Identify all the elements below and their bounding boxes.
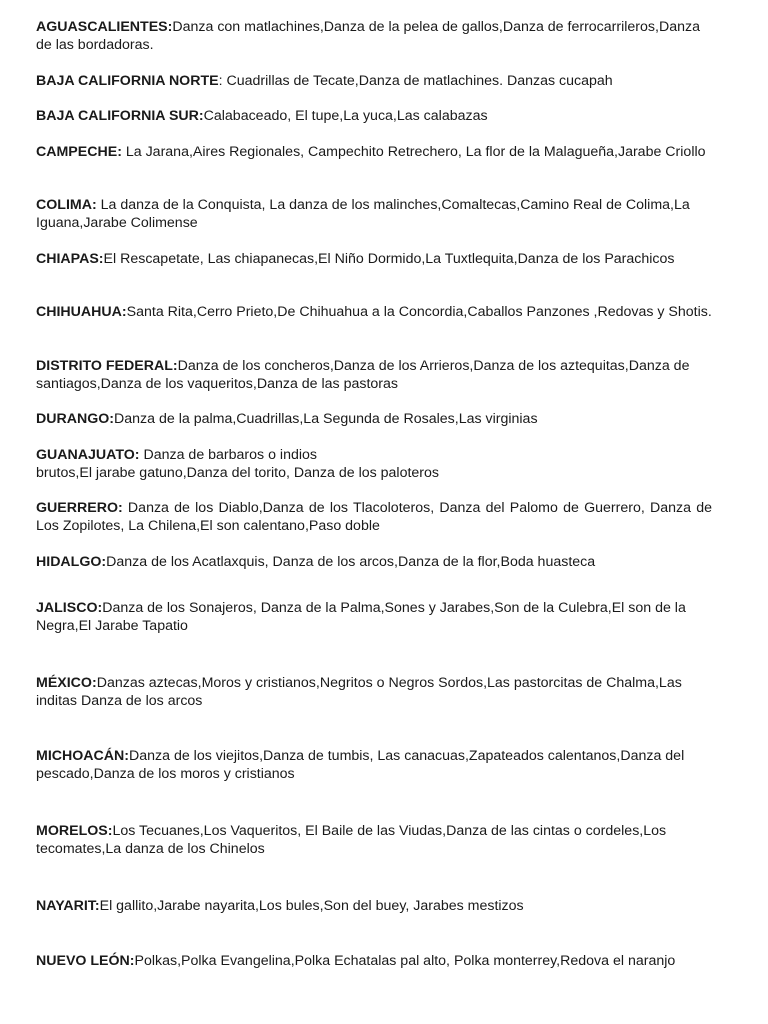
dance-list: Danza de los concheros,Danza de los Arrieros,Danza de los aztequitas,Danza de santiagos,Danza de los vaqueritos,Danza de las pastoras (36, 358, 690, 392)
state-entry-chihuahua (36, 303, 712, 321)
dance-list: Santa Rita,Cerro Prieto,De Chihuahua a la Concordia,Caballos Panzones ,Redovas y Shotis. (126, 304, 712, 320)
dance-list: Calabaceado, El tupe,La yuca,Las calabazas (203, 108, 488, 124)
state-name: HIDALGO: (36, 554, 107, 570)
state-entry-mexico (36, 674, 712, 710)
state-name: COLIMA: (36, 197, 97, 213)
dance-list: Danza de los Acatlaxquis, Danza de los arcos,Danza de la flor,Boda huasteca (106, 554, 596, 570)
state-name: MORELOS: (36, 823, 113, 839)
state-name: GUERRERO: (36, 500, 123, 516)
dance-list: Danza de barbaros o indios (139, 447, 317, 463)
dance-list: Danza de los Sonajeros, Danza de la Palma,Sones y Jarabes,Son de la Culebra,El son de la Negra,El Jarabe Tapatio (36, 600, 686, 634)
state-entry-michoacan (36, 747, 712, 783)
state-name: NAYARIT: (36, 898, 100, 914)
dance-list: El gallito,Jarabe nayarita,Los bules,Son del buey, Jarabes mestizos (99, 898, 524, 914)
dance-list: Polkas,Polka Evangelina,Polka Echatalas pal alto, Polka monterrey,Redova el naranjo (134, 953, 676, 969)
state-entry-distrito-federal (36, 357, 712, 393)
dance-list: Danzas aztecas,Moros y cristianos,Negritos o Negros Sordos,Las pastorcitas de Chalma,Las inditas Danza de los arcos (36, 675, 682, 709)
state-name: MÉXICO: (36, 675, 97, 691)
state-entry-guerrero (36, 499, 712, 535)
state-entry-campeche (36, 143, 712, 161)
state-entry-jalisco (36, 599, 712, 635)
state-entry-hidalgo (36, 553, 712, 571)
dance-list: Danza de los viejitos,Danza de tumbis, Las canacuas,Zapateados calentanos,Danza del pescado,Danza de los moros y cristianos (36, 748, 685, 782)
state-entry-guanajuato (36, 446, 712, 482)
state-entry-nayarit (36, 897, 712, 915)
state-name: BAJA CALIFORNIA SUR: (36, 108, 204, 124)
state-name: CHIHUAHUA: (36, 304, 127, 320)
dance-list-continued: brutos,El jarabe gatuno,Danza del torito, Danza de los paloteros (36, 465, 440, 481)
state-entry-morelos (36, 822, 712, 858)
dance-list: La danza de la Conquista, La danza de los malinches,Comaltecas,Camino Real de Colima,La Iguana,Jarabe Colimense (36, 197, 690, 231)
dance-list: El Rescapetate, Las chiapanecas,El Niño Dormido,La Tuxtlequita,Danza de los Parachicos (103, 251, 675, 267)
state-name: BAJA CALIFORNIA NORTE (36, 73, 219, 89)
dance-list: Danza con matlachines,Danza de la pelea de gallos,Danza de ferrocarrileros,Danza de las bordadoras. (36, 19, 700, 53)
dance-list: Danza de los Diablo,Danza de los Tlacoloteros, Danza del Palomo de Guerrero, Danza de Los Zopilotes, La Chilena,El son calentano,Paso doble (36, 500, 712, 534)
state-name: GUANAJUATO: (36, 447, 140, 463)
state-entry-baja-california-norte (36, 72, 712, 90)
state-name: DURANGO: (36, 411, 115, 427)
state-name: MICHOACÁN: (36, 748, 129, 764)
state-name: CHIAPAS: (36, 251, 104, 267)
state-entry-durango (36, 410, 712, 428)
dance-list: : Cuadrillas de Tecate,Danza de matlachines. Danzas cucapah (218, 73, 613, 89)
state-entry-baja-california-sur (36, 107, 712, 125)
state-name: AGUASCALIENTES: (36, 19, 173, 35)
state-entry-chiapas (36, 250, 712, 268)
state-name: DISTRITO FEDERAL: (36, 358, 178, 374)
state-name: CAMPECHE: (36, 144, 122, 160)
dance-list: Danza de la palma,Cuadrillas,La Segunda de Rosales,Las virginias (114, 411, 538, 427)
state-entry-aguascalientes (36, 18, 712, 54)
dance-list: Los Tecuanes,Los Vaqueritos, El Baile de las Viudas,Danza de las cintas o cordeles,Los tecomates,La danza de los Chinelos (36, 823, 667, 857)
dance-list: La Jarana,Aires Regionales, Campechito Retrechero, La flor de la Malagueña,Jarabe Criollo (121, 144, 706, 160)
state-name: JALISCO: (36, 600, 103, 616)
state-entry-colima (36, 196, 712, 232)
state-entry-nuevo-leon (36, 952, 712, 970)
state-name: NUEVO LEÓN: (36, 953, 135, 969)
